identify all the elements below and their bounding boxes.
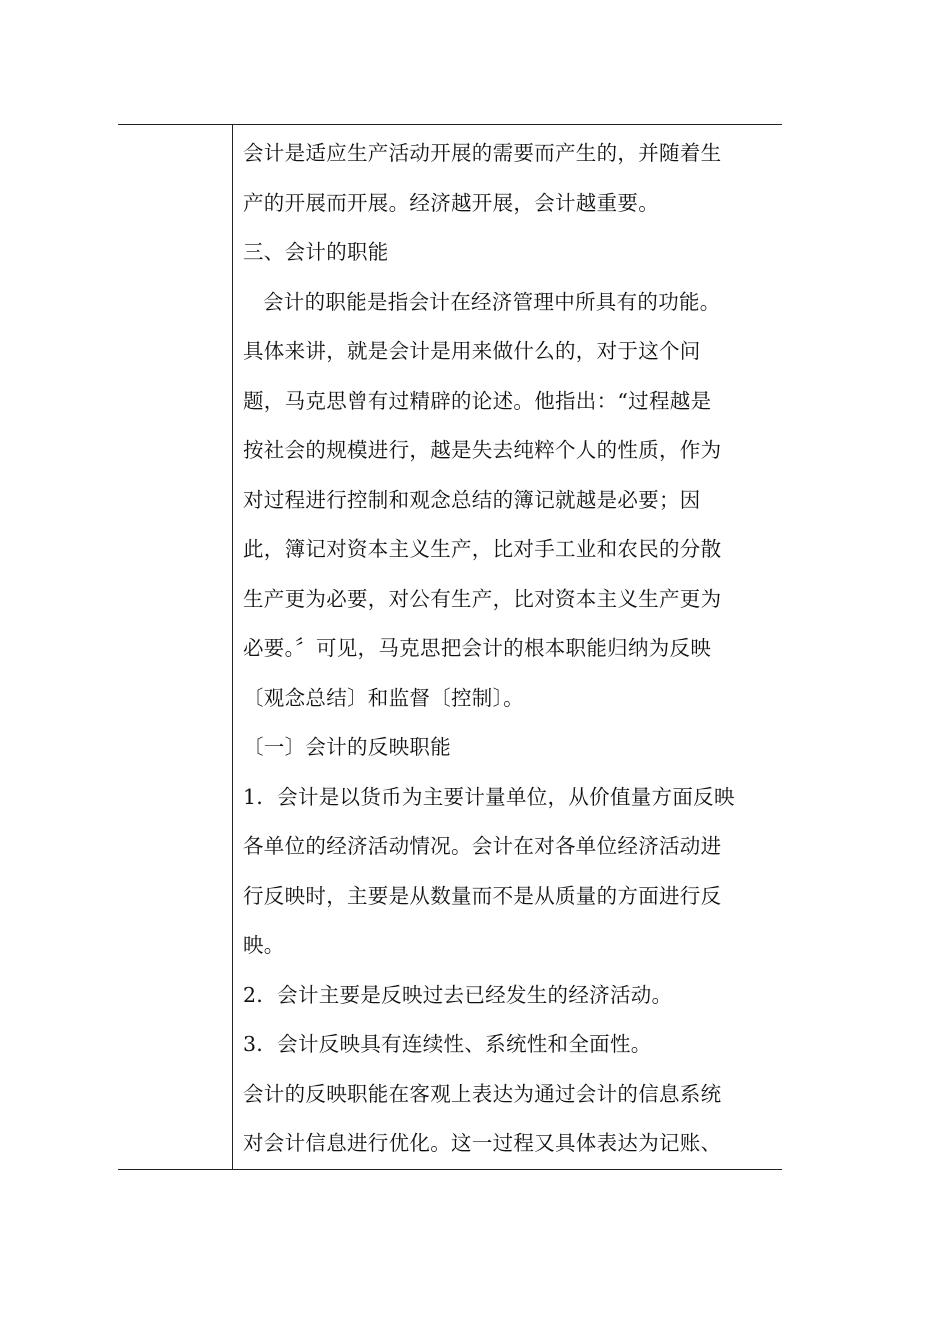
text-line: 对会计信息进行优化。这一过程又具体表达为记账、 <box>243 1131 722 1155</box>
text-line: 对过程进行控制和观念总结的簿记就越是必要；因 <box>243 487 701 512</box>
table-content-cell <box>233 125 782 1169</box>
text-line: 行反映时，主要是从数量而不是从质量的方面进行反 <box>243 883 722 908</box>
text-line: 必要。〞可见，马克思把会计的根本职能归纳为反映 <box>243 636 712 660</box>
text-line: 3．会计反映具有连续性、系统性和全面性。 <box>243 1032 652 1056</box>
text-line: 各单位的经济活动情况。会计在对各单位经济活动进 <box>243 834 722 858</box>
text-line: 映。 <box>243 933 285 957</box>
text-line: 具体来讲，就是会计是用来做什么的，对于这个问 <box>243 339 701 363</box>
text-line: 2．会计主要是反映过去已经发生的经济活动。 <box>243 982 673 1007</box>
text-line: 〔观念总结〕和监督〔控制〕。 <box>243 685 524 710</box>
table-left-cell <box>118 125 233 1169</box>
text-line: 会计的职能是指会计在经济管理中所具有的功能。 <box>263 289 721 314</box>
text-line: 题，马克思曾有过精辟的论述。他指出：“过程越是 <box>243 388 712 413</box>
text-line: 会计的反映职能在客观上表达为通过会计的信息系统 <box>243 1081 722 1106</box>
document-table <box>118 124 782 1170</box>
text-line: 会计是适应生产活动开展的需要而产生的，并随着生 <box>243 141 722 165</box>
text-line: 此，簿记对资本主义生产，比对手工业和农民的分散 <box>243 537 722 561</box>
text-line: 生产更为必要，对公有生产，比对资本主义生产更为 <box>243 586 722 611</box>
text-line: 三、会计的职能 <box>243 240 389 264</box>
text-line: 〔一〕会计的反映职能 <box>243 735 451 759</box>
text-line: 1．会计是以货币为主要计量单位，从价值量方面反映 <box>243 784 735 809</box>
text-line: 按社会的规模进行，越是失去纯粹个人的性质，作为 <box>243 438 722 462</box>
text-line: 产的开展而开展。经济越开展，会计越重要。 <box>243 190 659 215</box>
